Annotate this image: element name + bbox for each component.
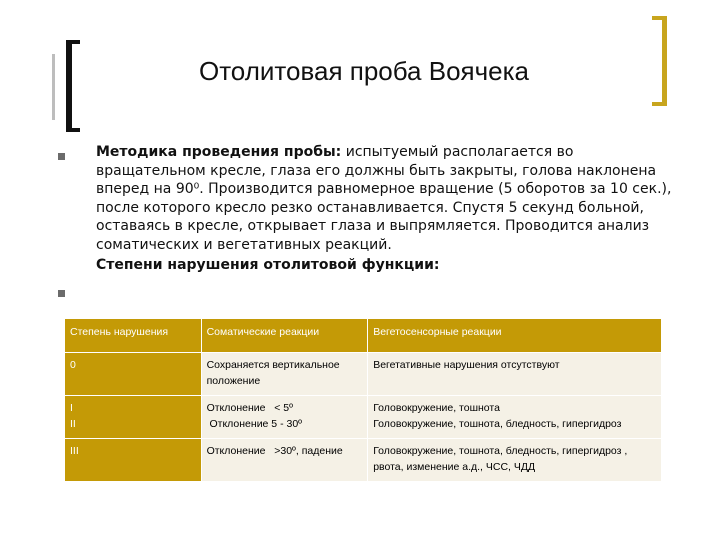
cell-somatic-line: Отклонение < 5º	[206, 402, 293, 414]
cell-somatic	[201, 396, 368, 439]
header-vegetative: Вегетосенсорные реакции	[368, 319, 662, 353]
cell-vegetative	[368, 396, 662, 439]
table-row	[65, 439, 662, 482]
method-paragraph	[96, 143, 686, 255]
decorative-line	[52, 54, 55, 120]
bullet-icon	[58, 153, 65, 160]
method-text: испытуемый располагается во вращательном кресле, глаза его должны быть закрыты, голова наклонена вперед на 90⁰. Производится равномерное вращение (5 оборотов за 10 сек.), после которого кресло резко останавливается. Спустя 5 секунд больной, оставаясь в кресле, открывает глаза и выпрямляется. Проводится анализ соматических и вегетативных реакций.	[96, 144, 672, 253]
bullet-icon	[58, 290, 65, 297]
right-bracket-bottom	[652, 102, 667, 106]
cell-somatic: Отклонение >30º, падение	[201, 439, 368, 482]
header-degree: Степень нарушения	[65, 319, 202, 353]
cell-degree: 0	[65, 353, 202, 396]
cell-degree: III	[65, 439, 202, 482]
left-bracket-bottom	[66, 128, 80, 132]
cell-degree-line: II	[70, 418, 76, 430]
cell-somatic: Сохраняется вертикальное положение	[201, 353, 368, 396]
cell-somatic-line: Отклонение 5 - 30º	[206, 418, 302, 430]
degrees-heading: Степени нарушения отолитовой функции:	[96, 256, 440, 273]
cell-vegetative-line: Головокружение, тошнота	[373, 402, 500, 414]
cell-vegetative: Вегетативные нарушения отсутствуют	[368, 353, 662, 396]
table-header-row	[65, 319, 662, 353]
slide-body	[96, 143, 686, 274]
right-bracket	[662, 16, 667, 106]
table-row	[65, 396, 662, 439]
slide-title: Отолитовая проба Воячека	[198, 56, 530, 86]
cell-degree-line: I	[70, 402, 73, 414]
left-bracket	[66, 40, 72, 132]
table-row	[65, 353, 662, 396]
method-label: Методика проведения пробы:	[96, 144, 342, 160]
cell-degree	[65, 396, 202, 439]
cell-vegetative: Головокружение, тошнота, бледность, гипергидроз , рвота, изменение а.д., ЧСС, ЧДД	[368, 439, 662, 482]
cell-vegetative-line: Головокружение, тошнота, бледность, гипергидроз	[373, 418, 622, 430]
degrees-table	[64, 318, 662, 482]
header-somatic: Соматические реакции	[201, 319, 368, 353]
left-bracket-top	[66, 40, 80, 44]
right-bracket-top	[652, 16, 667, 20]
